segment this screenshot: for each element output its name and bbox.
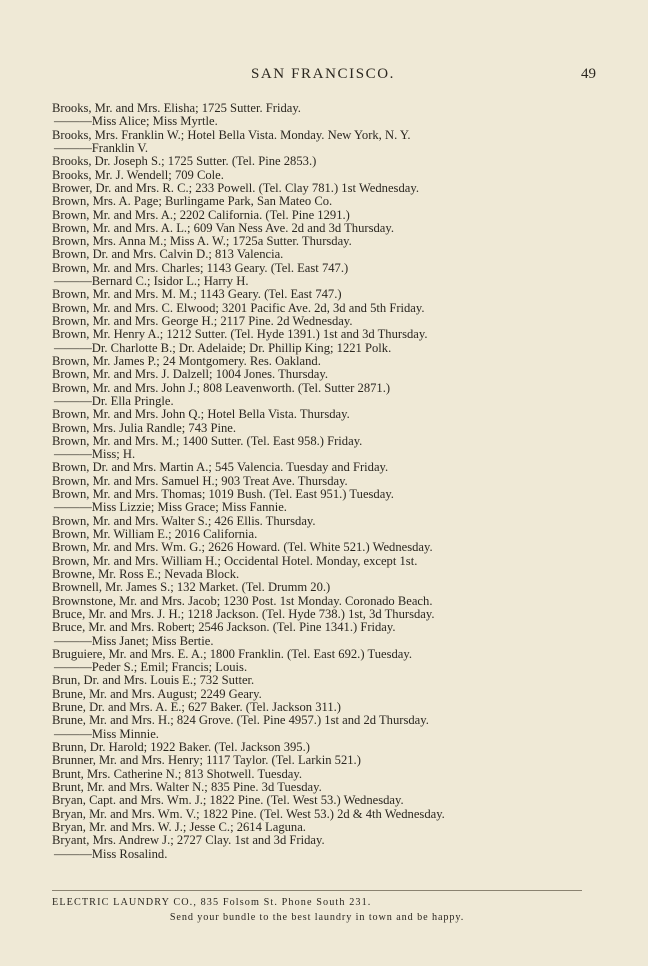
directory-entry: Brown, Mrs. Anna M.; Miss A. W.; 1725a Sutter. Thursday.	[52, 235, 352, 249]
directory-entry: Brune, Mr. and Mrs. H.; 824 Grove. (Tel. Pine 4957.) 1st and 2d Thursday.	[52, 714, 429, 728]
directory-entry: Brown, Mr. and Mrs. Samuel H.; 903 Treat Ave. Thursday.	[52, 474, 348, 488]
directory-entry: Brown, Mr. and Mrs. M.; 1400 Sutter. (Tel. East 958.) Friday.	[52, 434, 363, 448]
directory-entry: Brunn, Dr. Harold; 1922 Baker. (Tel. Jackson 395.)	[52, 741, 310, 754]
directory-entry: Brown, Mr. and Mrs. John Q.; Hotel Bella Vista. Thursday.	[52, 408, 350, 422]
directory-entry: ———Bernard C.; Isidor L.; Harry H.	[54, 275, 249, 289]
directory-entry: Brownstone, Mr. and Mrs. Jacob; 1230 Post. 1st Monday. Coronado Beach.	[52, 594, 433, 608]
directory-entry: Brown, Dr. and Mrs. Martin A.; 545 Valencia. Tuesday and Friday.	[52, 461, 389, 475]
directory-entry: Brownell, Mr. James S.; 132 Market. (Tel. Drumm 20.)	[52, 581, 331, 595]
directory-entry: ———Miss Lizzie; Miss Grace; Miss Fannie.	[54, 501, 287, 515]
directory-entry: Brooks, Mr. and Mrs. Elisha; 1725 Sutter. Friday.	[52, 102, 301, 115]
directory-entry: Bryan, Capt. and Mrs. Wm. J.; 1822 Pine. (Tel. West 53.) Wednesday.	[52, 794, 404, 808]
directory-entry: Brower, Dr. and Mrs. R. C.; 233 Powell. (Tel. Clay 781.) 1st Wednesday.	[52, 181, 419, 195]
directory-entry: Brune, Dr. and Mrs. A. E.; 627 Baker. (Tel. Jackson 311.)	[52, 701, 341, 715]
advert-line-2: Send your bundle to the best laundry in town and be happy.	[169, 912, 465, 923]
directory-entry: Brooks, Mrs. Franklin W.; Hotel Bella Vista. Monday. New York, N. Y.	[52, 128, 411, 142]
directory-entry: Bruguiere, Mr. and Mrs. E. A.; 1800 Franklin. (Tel. East 692.) Tuesday.	[52, 647, 412, 661]
directory-entry: Brun, Dr. and Mrs. Louis E.; 732 Sutter.	[52, 674, 255, 688]
directory-entry: Bruce, Mr. and Mrs. J. H.; 1218 Jackson. (Tel. Hyde 738.) 1st, 3d Thursday.	[52, 607, 435, 621]
directory-entry: Brunt, Mrs. Catherine N.; 813 Shotwell. Tuesday.	[52, 767, 303, 781]
directory-entry: ———Miss Rosalind.	[54, 847, 168, 861]
running-head: SAN FRANCISCO.	[250, 66, 396, 82]
directory-entry: Brown, Mr. and Mrs. William H.; Occidental Hotel. Monday, except 1st.	[52, 554, 418, 568]
directory-entry: Brune, Mr. and Mrs. August; 2249 Geary.	[52, 687, 262, 701]
page-number: 49	[581, 66, 596, 82]
directory-entry: Brown, Mr. James P.; 24 Montgomery. Res. Oakland.	[52, 354, 321, 368]
directory-entry: Brown, Mr. and Mrs. C. Elwood; 3201 Pacific Ave. 2d, 3d and 5th Friday.	[52, 301, 425, 315]
directory-entry: Brooks, Dr. Joseph S.; 1725 Sutter. (Tel. Pine 2853.)	[52, 155, 317, 169]
directory-entry: Bryant, Mrs. Andrew J.; 2727 Clay. 1st and 3d Friday.	[52, 834, 325, 848]
directory-entry: ———Miss Minnie.	[54, 727, 159, 741]
advertisement	[52, 895, 582, 925]
page-header	[50, 66, 596, 86]
directory-entry: ———Peder S.; Emil; Francis; Louis.	[54, 661, 248, 675]
directory-entry: ———Dr. Ella Pringle.	[54, 394, 174, 408]
directory-entry: Brown, Mr. and Mrs. John J.; 808 Leavenworth. (Tel. Sutter 2871.)	[52, 381, 391, 395]
directory-entries	[52, 102, 592, 861]
directory-entry: Brooks, Mr. J. Wendell; 709 Cole.	[52, 168, 224, 182]
directory-entry: ———Dr. Charlotte B.; Dr. Adelaide; Dr. Phillip King; 1221 Polk.	[54, 341, 392, 355]
divider	[52, 890, 582, 891]
directory-entry: Brown, Dr. and Mrs. Calvin D.; 813 Valencia.	[52, 248, 284, 262]
directory-entry: Brunt, Mr. and Mrs. Walter N.; 835 Pine. 3d Tuesday.	[52, 780, 322, 794]
directory-entry: Bryan, Mr. and Mrs. W. J.; Jesse C.; 2614 Laguna.	[52, 820, 306, 834]
directory-entry: Brown, Mr. and Mrs. A. L.; 609 Van Ness Ave. 2d and 3d Thursday.	[52, 221, 394, 235]
advert-line-1: ELECTRIC LAUNDRY CO., 835 Folsom St. Phone South 231.	[52, 897, 372, 908]
directory-entry: Brown, Mr. and Mrs. A.; 2202 California. (Tel. Pine 1291.)	[52, 208, 350, 222]
directory-entry: Brown, Mr. and Mrs. Walter S.; 426 Ellis. Thursday.	[52, 514, 316, 528]
directory-entry: Brunner, Mr. and Mrs. Henry; 1117 Taylor. (Tel. Larkin 521.)	[52, 754, 361, 768]
directory-entry: Brown, Mr. and Mrs. Thomas; 1019 Bush. (Tel. East 951.) Tuesday.	[52, 488, 394, 502]
directory-entry: Brown, Mr. and Mrs. George H.; 2117 Pine. 2d Wednesday.	[52, 315, 353, 328]
directory-entry: Brown, Mrs. A. Page; Burlingame Park, San Mateo Co.	[52, 195, 333, 209]
directory-entry: Brown, Mr. and Mrs. Charles; 1143 Geary. (Tel. East 747.)	[52, 261, 349, 275]
directory-entry: ———Miss Alice; Miss Myrtle.	[54, 115, 218, 129]
directory-entry: Brown, Mr. and Mrs. Wm. G.; 2626 Howard. (Tel. White 521.) Wednesday.	[52, 541, 433, 555]
directory-entry: Brown, Mr. and Mrs. J. Dalzell; 1004 Jones. Thursday.	[52, 368, 328, 382]
directory-entry: Bruce, Mr. and Mrs. Robert; 2546 Jackson. (Tel. Pine 1341.) Friday.	[52, 621, 396, 635]
directory-entry: ———Franklin V.	[54, 141, 148, 155]
directory-entry: Brown, Mr. William E.; 2016 California.	[52, 528, 258, 541]
directory-entry: ———Miss; H.	[54, 448, 136, 462]
directory-entry: Brown, Mr. Henry A.; 1212 Sutter. (Tel. Hyde 1391.) 1st and 3d Thursday.	[52, 328, 428, 342]
directory-entry: Bryan, Mr. and Mrs. Wm. V.; 1822 Pine. (Tel. West 53.) 2d & 4th Wednesday.	[52, 807, 445, 821]
directory-entry: ———Miss Janet; Miss Bertie.	[54, 634, 214, 648]
directory-entry: Browne, Mr. Ross E.; Nevada Block.	[52, 567, 240, 581]
directory-entry: Brown, Mr. and Mrs. M. M.; 1143 Geary. (Tel. East 747.)	[52, 288, 342, 302]
directory-entry: Brown, Mrs. Julia Randle; 743 Pine.	[52, 421, 236, 435]
